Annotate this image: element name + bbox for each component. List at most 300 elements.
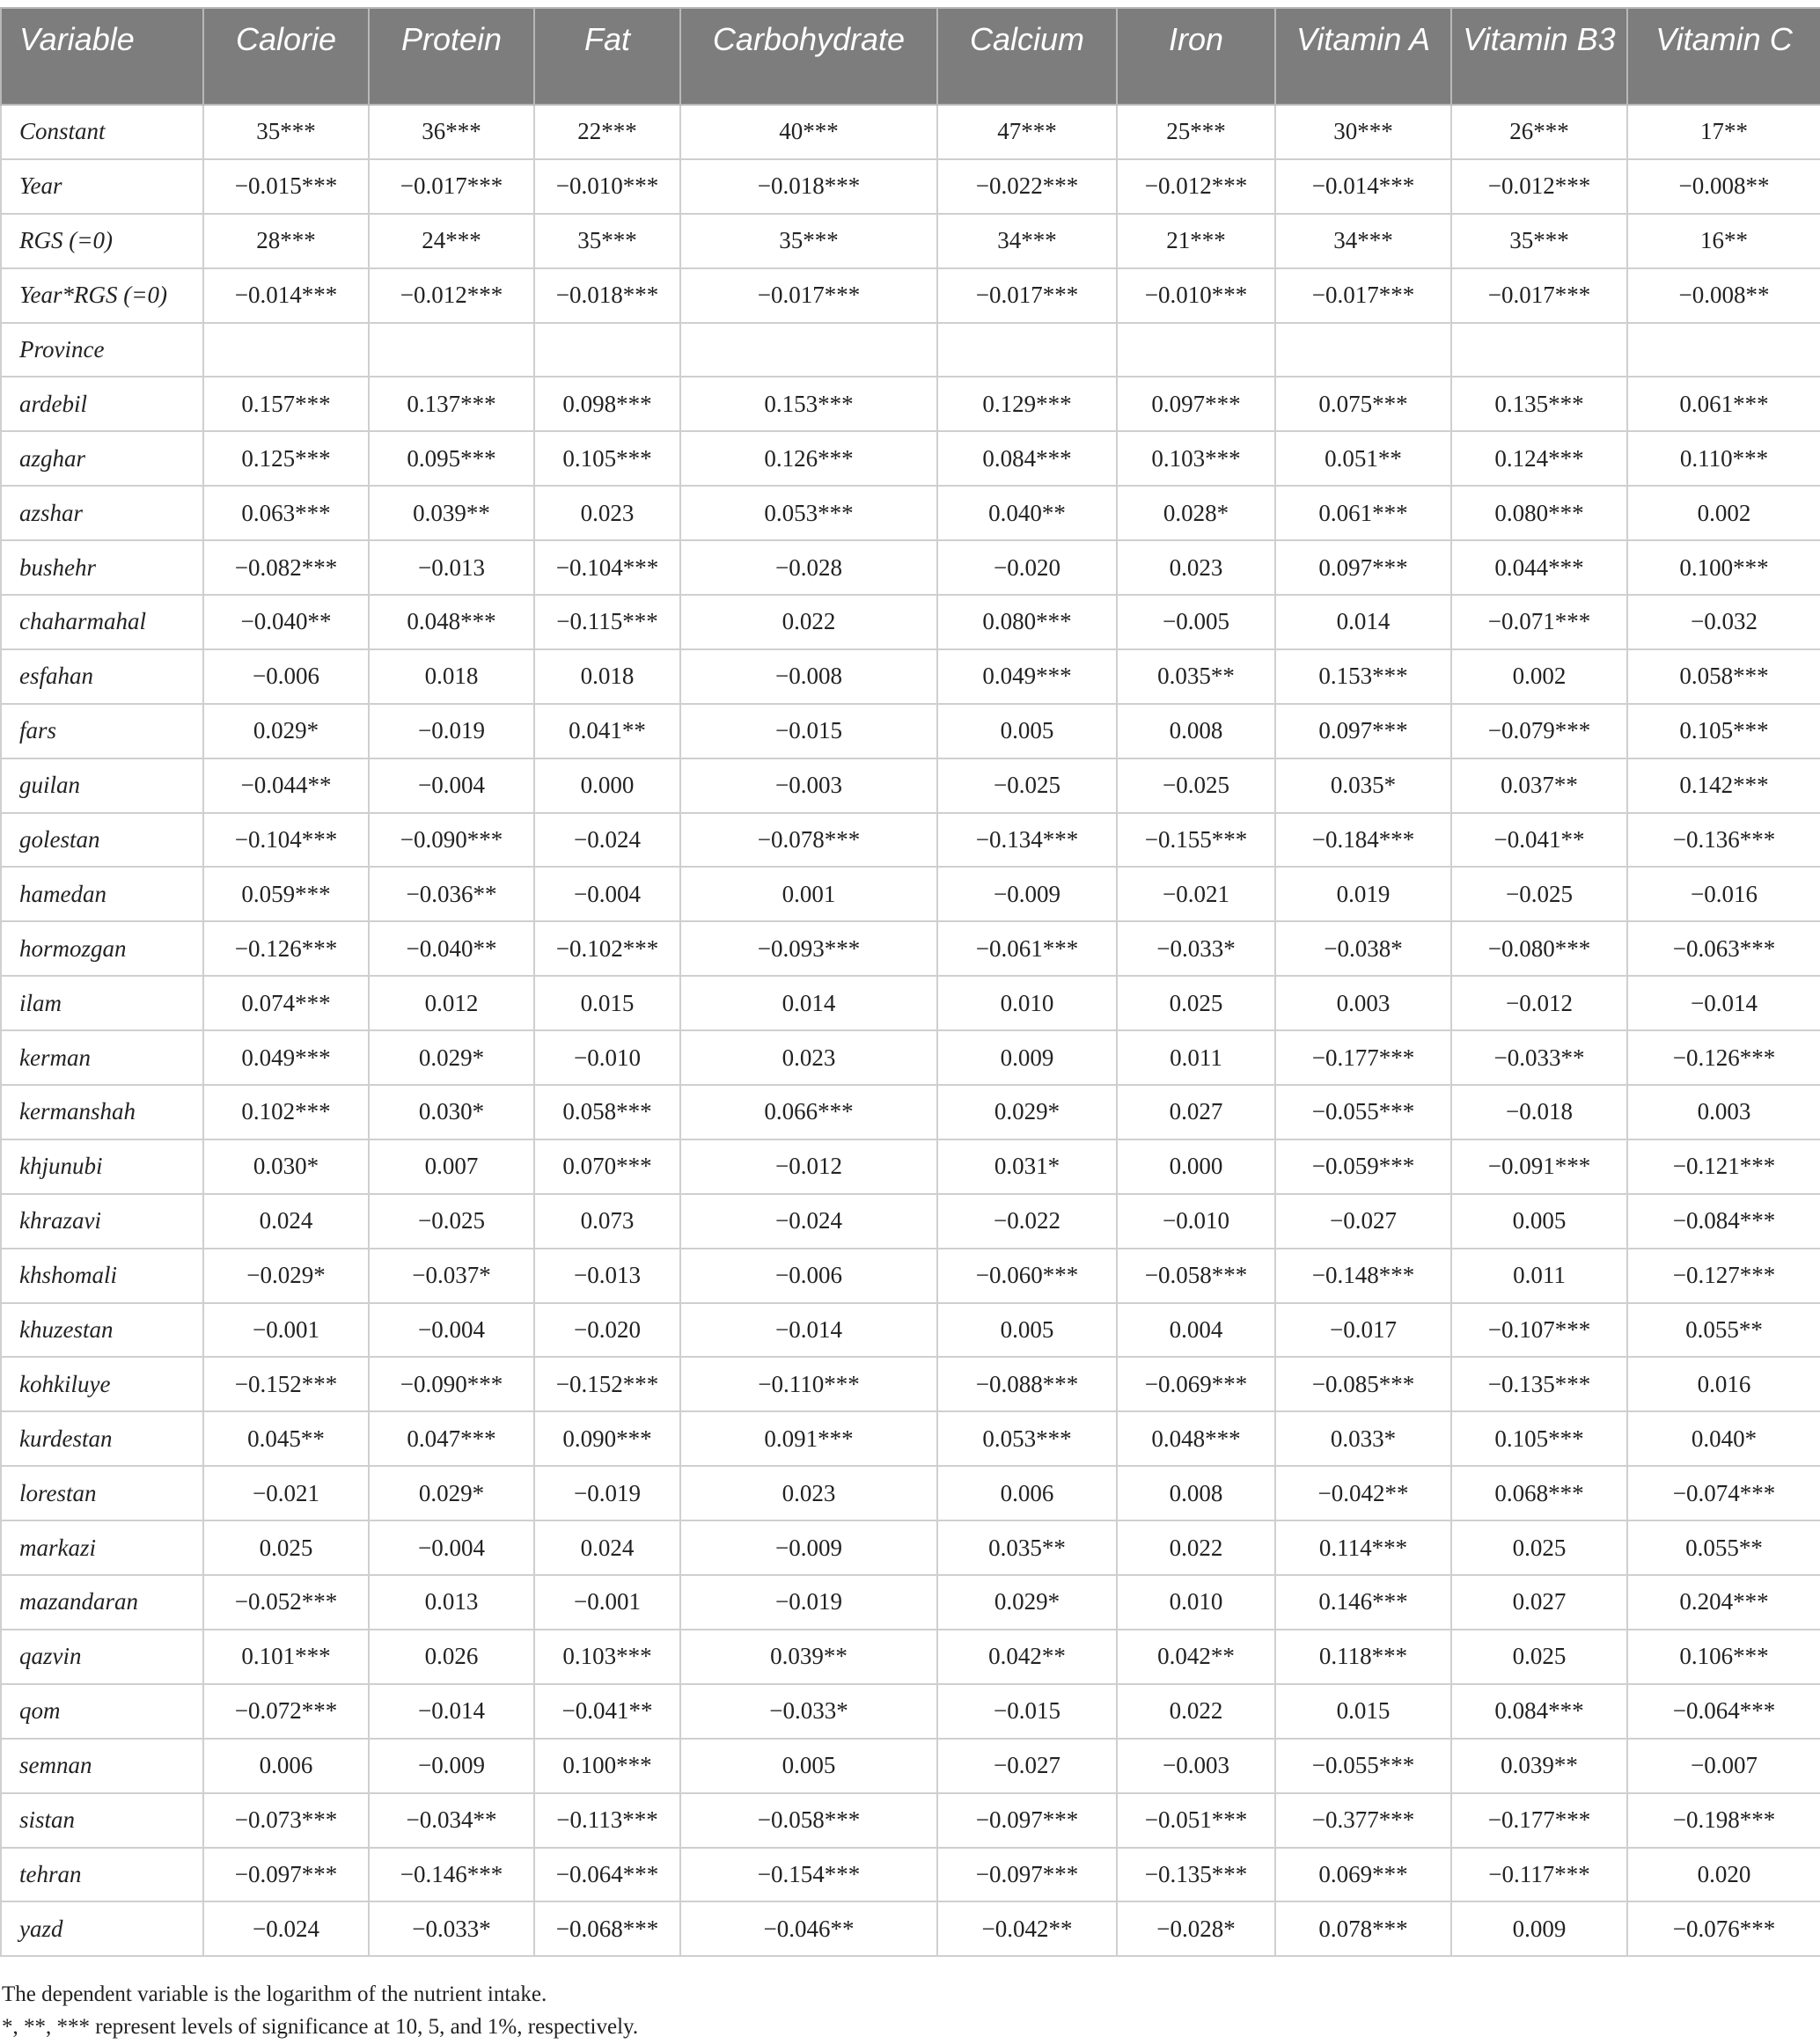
- table-cell: 30***: [1275, 105, 1451, 159]
- table-row: [1, 1411, 1820, 1466]
- table-cell: −0.003: [680, 758, 937, 813]
- table-cell: −0.015: [680, 704, 937, 758]
- table-row: [1, 758, 1820, 813]
- table-cell: −0.034**: [369, 1793, 534, 1848]
- table-cell: 0.016: [1627, 1357, 1820, 1411]
- row-label: azshar: [1, 486, 203, 540]
- table-cell: −0.009: [369, 1739, 534, 1793]
- table-cell: −0.019: [369, 704, 534, 758]
- table-cell: 28***: [203, 214, 369, 268]
- table-cell: 0.125***: [203, 431, 369, 486]
- column-header-vitamin-a: Vitamin A: [1275, 8, 1451, 105]
- table-cell: −0.155***: [1117, 813, 1275, 868]
- table-cell: 0.019: [1275, 867, 1451, 921]
- table-cell: 0.022: [1117, 1684, 1275, 1739]
- table-cell: −0.177***: [1451, 1793, 1627, 1848]
- column-header-fat: Fat: [534, 8, 680, 105]
- table-cell: 0.025: [1117, 976, 1275, 1030]
- table-cell: 0.084***: [937, 431, 1117, 486]
- table-cell: 34***: [937, 214, 1117, 268]
- table-cell: −0.058***: [1117, 1249, 1275, 1303]
- table-cell: −0.102***: [534, 921, 680, 976]
- table-cell: 0.027: [1117, 1085, 1275, 1139]
- table-cell: −0.033*: [680, 1684, 937, 1739]
- table-cell: 0.023: [680, 1466, 937, 1520]
- regression-table: [0, 7, 1820, 1957]
- column-header-variable: Variable: [1, 8, 203, 105]
- table-cell: 26***: [1451, 105, 1627, 159]
- table-cell: −0.080***: [1451, 921, 1627, 976]
- table-cell: 0.012: [369, 976, 534, 1030]
- table-cell: 0.110***: [1627, 431, 1820, 486]
- table-cell: 0.058***: [534, 1085, 680, 1139]
- table-cell: 0.114***: [1275, 1520, 1451, 1575]
- table-row: [1, 540, 1820, 595]
- table-cell: −0.016: [1627, 867, 1820, 921]
- table-cell: 21***: [1117, 214, 1275, 268]
- table-cell: 0.153***: [680, 377, 937, 431]
- table-cell: 0.066***: [680, 1085, 937, 1139]
- table-cell: 25***: [1117, 105, 1275, 159]
- table-cell: 0.000: [1117, 1139, 1275, 1194]
- table-cell: 0.049***: [937, 649, 1117, 704]
- table-cell: −0.025: [369, 1194, 534, 1249]
- table-cell: 0.204***: [1627, 1575, 1820, 1630]
- table-cell: 0.025: [203, 1520, 369, 1575]
- table-cell: −0.010: [534, 1030, 680, 1085]
- table-cell: −0.017***: [937, 268, 1117, 323]
- table-cell: 0.153***: [1275, 649, 1451, 704]
- table-cell: −0.198***: [1627, 1793, 1820, 1848]
- table-cell: −0.014***: [203, 268, 369, 323]
- table-cell: 0.028*: [1117, 486, 1275, 540]
- table-cell: 0.100***: [534, 1739, 680, 1793]
- row-label: markazi: [1, 1520, 203, 1575]
- table-cell: −0.040**: [369, 921, 534, 976]
- table-cell: −0.104***: [203, 813, 369, 868]
- table-cell: [1275, 323, 1451, 377]
- table-cell: −0.085***: [1275, 1357, 1451, 1411]
- table-cell: 0.103***: [534, 1630, 680, 1684]
- table-row: [1, 595, 1820, 649]
- table-cell: 16**: [1627, 214, 1820, 268]
- table-cell: 0.018: [369, 649, 534, 704]
- row-label: guilan: [1, 758, 203, 813]
- table-cell: −0.022***: [937, 159, 1117, 214]
- table-cell: 0.024: [534, 1520, 680, 1575]
- table-cell: −0.104***: [534, 540, 680, 595]
- column-header-carbohydrate: Carbohydrate: [680, 8, 937, 105]
- table-row: [1, 486, 1820, 540]
- row-label: semnan: [1, 1739, 203, 1793]
- row-label: Province: [1, 323, 203, 377]
- table-cell: 0.070***: [534, 1139, 680, 1194]
- table-cell: −0.027: [937, 1739, 1117, 1793]
- table-cell: 0.039**: [369, 486, 534, 540]
- table-cell: 0.008: [1117, 704, 1275, 758]
- table-cell: 0.075***: [1275, 377, 1451, 431]
- table-row: [1, 1630, 1820, 1684]
- table-cell: 0.029*: [937, 1575, 1117, 1630]
- table-cell: −0.090***: [369, 1357, 534, 1411]
- table-cell: −0.012***: [369, 268, 534, 323]
- table-cell: 0.005: [680, 1739, 937, 1793]
- table-cell: 0.068***: [1451, 1466, 1627, 1520]
- row-label: hamedan: [1, 867, 203, 921]
- table-cell: −0.018***: [534, 268, 680, 323]
- table-cell: 0.047***: [369, 1411, 534, 1466]
- table-cell: 0.008: [1117, 1466, 1275, 1520]
- table-cell: 0.025: [1451, 1520, 1627, 1575]
- table-body: [1, 105, 1820, 1956]
- table-cell: 0.105***: [534, 431, 680, 486]
- table-row: [1, 159, 1820, 214]
- table-cell: −0.014: [369, 1684, 534, 1739]
- table-cell: −0.020: [937, 540, 1117, 595]
- table-cell: 0.006: [937, 1466, 1117, 1520]
- table-cell: −0.028: [680, 540, 937, 595]
- table-cell: 0.040**: [937, 486, 1117, 540]
- table-cell: 0.005: [937, 1303, 1117, 1358]
- table-cell: −0.033**: [1451, 1030, 1627, 1085]
- table-cell: 0.005: [937, 704, 1117, 758]
- table-cell: −0.041**: [534, 1684, 680, 1739]
- table-cell: −0.184***: [1275, 813, 1451, 868]
- table-cell: 0.105***: [1451, 1411, 1627, 1466]
- table-cell: −0.064***: [1627, 1684, 1820, 1739]
- table-cell: −0.008**: [1627, 268, 1820, 323]
- row-label: esfahan: [1, 649, 203, 704]
- table-row: [1, 1357, 1820, 1411]
- table-cell: −0.064***: [534, 1848, 680, 1902]
- table-cell: 0.009: [937, 1030, 1117, 1085]
- table-cell: −0.148***: [1275, 1249, 1451, 1303]
- row-label: Year: [1, 159, 203, 214]
- table-cell: 0.055**: [1627, 1520, 1820, 1575]
- table-cell: 0.124***: [1451, 431, 1627, 486]
- table-cell: 0.013: [369, 1575, 534, 1630]
- table-cell: 0.126***: [680, 431, 937, 486]
- table-cell: 0.097***: [1275, 704, 1451, 758]
- table-cell: 0.029*: [369, 1466, 534, 1520]
- table-cell: −0.036**: [369, 867, 534, 921]
- row-label: khrazavi: [1, 1194, 203, 1249]
- table-cell: −0.076***: [1627, 1901, 1820, 1956]
- table-cell: −0.097***: [937, 1848, 1117, 1902]
- table-cell: −0.088***: [937, 1357, 1117, 1411]
- table-cell: −0.134***: [937, 813, 1117, 868]
- table-cell: 0.014: [1275, 595, 1451, 649]
- row-label: khuzestan: [1, 1303, 203, 1358]
- table-cell: 0.014: [680, 976, 937, 1030]
- table-row: [1, 1085, 1820, 1139]
- table-cell: −0.010: [1117, 1194, 1275, 1249]
- table-cell: 0.073: [534, 1194, 680, 1249]
- table-cell: −0.042**: [937, 1901, 1117, 1956]
- table-row: [1, 1793, 1820, 1848]
- table-cell: −0.013: [534, 1249, 680, 1303]
- table-cell: [1117, 323, 1275, 377]
- row-label: kermanshah: [1, 1085, 203, 1139]
- row-label: fars: [1, 704, 203, 758]
- table-cell: 0.069***: [1275, 1848, 1451, 1902]
- table-cell: [680, 323, 937, 377]
- table-cell: −0.015***: [203, 159, 369, 214]
- table-cell: 0.100***: [1627, 540, 1820, 595]
- table-cell: 0.031*: [937, 1139, 1117, 1194]
- table-cell: −0.015: [937, 1684, 1117, 1739]
- row-label: kerman: [1, 1030, 203, 1085]
- table-cell: −0.135***: [1451, 1357, 1627, 1411]
- table-cell: −0.044**: [203, 758, 369, 813]
- table-cell: −0.025: [1117, 758, 1275, 813]
- table-cell: 0.000: [534, 758, 680, 813]
- table-cell: 0.061***: [1627, 377, 1820, 431]
- table-cell: −0.001: [534, 1575, 680, 1630]
- table-cell: −0.038*: [1275, 921, 1451, 976]
- table-cell: 0.029*: [203, 704, 369, 758]
- table-cell: 0.006: [203, 1739, 369, 1793]
- footnote-significance: *, **, *** represent levels of significance at 10, 5, and 1%, respectively.: [2, 2015, 639, 2039]
- table-cell: 0.039**: [1451, 1739, 1627, 1793]
- table-row: [1, 1303, 1820, 1358]
- row-label: Constant: [1, 105, 203, 159]
- row-label: bushehr: [1, 540, 203, 595]
- table-cell: −0.029*: [203, 1249, 369, 1303]
- table-cell: −0.135***: [1117, 1848, 1275, 1902]
- table-cell: 0.080***: [937, 595, 1117, 649]
- table-cell: 0.048***: [369, 595, 534, 649]
- table-row: [1, 214, 1820, 268]
- table-cell: −0.051***: [1117, 1793, 1275, 1848]
- table-cell: 0.137***: [369, 377, 534, 431]
- table-cell: 0.146***: [1275, 1575, 1451, 1630]
- table-cell: −0.052***: [203, 1575, 369, 1630]
- table-row: [1, 1684, 1820, 1739]
- table-cell: 0.040*: [1627, 1411, 1820, 1466]
- table-cell: −0.006: [680, 1249, 937, 1303]
- row-label: kohkiluye: [1, 1357, 203, 1411]
- table-row: [1, 1739, 1820, 1793]
- table-cell: −0.097***: [937, 1793, 1117, 1848]
- table-cell: −0.110***: [680, 1357, 937, 1411]
- table-cell: 0.022: [680, 595, 937, 649]
- table-cell: 0.003: [1627, 1085, 1820, 1139]
- table-cell: 0.090***: [534, 1411, 680, 1466]
- table-cell: 0.015: [534, 976, 680, 1030]
- column-header-vitamin-c: Vitamin C: [1627, 8, 1820, 105]
- table-cell: −0.017***: [1451, 268, 1627, 323]
- table-cell: −0.074***: [1627, 1466, 1820, 1520]
- table-cell: −0.012***: [1451, 159, 1627, 214]
- table-row: [1, 1520, 1820, 1575]
- table-cell: −0.004: [534, 867, 680, 921]
- table-cell: −0.113***: [534, 1793, 680, 1848]
- table-cell: −0.136***: [1627, 813, 1820, 868]
- table-cell: 0.035**: [937, 1520, 1117, 1575]
- table-cell: 0.101***: [203, 1630, 369, 1684]
- table-cell: −0.008: [680, 649, 937, 704]
- table-cell: 0.030*: [369, 1085, 534, 1139]
- table-cell: 0.035**: [1117, 649, 1275, 704]
- table-cell: 0.005: [1451, 1194, 1627, 1249]
- table-cell: −0.037*: [369, 1249, 534, 1303]
- table-cell: 0.029*: [937, 1085, 1117, 1139]
- table-cell: −0.009: [680, 1520, 937, 1575]
- table-cell: −0.093***: [680, 921, 937, 976]
- table-cell: −0.097***: [203, 1848, 369, 1902]
- table-cell: −0.004: [369, 1303, 534, 1358]
- table-cell: −0.059***: [1275, 1139, 1451, 1194]
- table-cell: [937, 323, 1117, 377]
- table-cell: −0.033*: [1117, 921, 1275, 976]
- row-label: Year*RGS (=0): [1, 268, 203, 323]
- table-cell: 0.095***: [369, 431, 534, 486]
- table-cell: −0.019: [534, 1466, 680, 1520]
- table-cell: [534, 323, 680, 377]
- table-cell: 0.091***: [680, 1411, 937, 1466]
- table-cell: 0.035*: [1275, 758, 1451, 813]
- table-cell: −0.152***: [203, 1357, 369, 1411]
- table-cell: −0.017: [1275, 1303, 1451, 1358]
- table-cell: −0.003: [1117, 1739, 1275, 1793]
- table-cell: 0.022: [1117, 1520, 1275, 1575]
- table-cell: −0.082***: [203, 540, 369, 595]
- table-cell: −0.068***: [534, 1901, 680, 1956]
- table-cell: 35***: [534, 214, 680, 268]
- table-row: [1, 1575, 1820, 1630]
- table-cell: 17**: [1627, 105, 1820, 159]
- table-cell: −0.028*: [1117, 1901, 1275, 1956]
- table-cell: 0.058***: [1627, 649, 1820, 704]
- table-cell: −0.071***: [1451, 595, 1627, 649]
- table-cell: 0.002: [1627, 486, 1820, 540]
- table-cell: −0.177***: [1275, 1030, 1451, 1085]
- table-cell: 47***: [937, 105, 1117, 159]
- row-label: khshomali: [1, 1249, 203, 1303]
- table-cell: 0.030*: [203, 1139, 369, 1194]
- table-cell: −0.014: [680, 1303, 937, 1358]
- table-cell: −0.078***: [680, 813, 937, 868]
- table-cell: −0.012: [680, 1139, 937, 1194]
- column-header-protein: Protein: [369, 8, 534, 105]
- row-label: ardebil: [1, 377, 203, 431]
- table-cell: −0.055***: [1275, 1739, 1451, 1793]
- table-cell: 0.129***: [937, 377, 1117, 431]
- table-cell: 36***: [369, 105, 534, 159]
- column-header-vitamin-b3: Vitamin B3: [1451, 8, 1627, 105]
- row-label: azghar: [1, 431, 203, 486]
- row-label: ilam: [1, 976, 203, 1030]
- table-cell: −0.069***: [1117, 1357, 1275, 1411]
- table-cell: [1451, 323, 1627, 377]
- table-cell: −0.063***: [1627, 921, 1820, 976]
- table-cell: 0.097***: [1117, 377, 1275, 431]
- table-cell: −0.017***: [680, 268, 937, 323]
- table-cell: −0.042**: [1275, 1466, 1451, 1520]
- row-label: chaharmahal: [1, 595, 203, 649]
- row-label: tehran: [1, 1848, 203, 1902]
- table-cell: 0.044***: [1451, 540, 1627, 595]
- table-cell: 0.024: [203, 1194, 369, 1249]
- table-cell: −0.117***: [1451, 1848, 1627, 1902]
- table-row: [1, 1901, 1820, 1956]
- table-cell: −0.025: [1451, 867, 1627, 921]
- row-label: mazandaran: [1, 1575, 203, 1630]
- column-header-calcium: Calcium: [937, 8, 1117, 105]
- table-cell: 0.033*: [1275, 1411, 1451, 1466]
- table-cell: −0.107***: [1451, 1303, 1627, 1358]
- table-row: [1, 704, 1820, 758]
- table-cell: −0.041**: [1451, 813, 1627, 868]
- table-cell: 0.027: [1451, 1575, 1627, 1630]
- table-cell: −0.010***: [534, 159, 680, 214]
- table-cell: −0.009: [937, 867, 1117, 921]
- table-cell: 0.063***: [203, 486, 369, 540]
- table-cell: 0.011: [1451, 1249, 1627, 1303]
- table-cell: −0.017***: [369, 159, 534, 214]
- table-cell: −0.072***: [203, 1684, 369, 1739]
- table-row: [1, 1194, 1820, 1249]
- table-cell: 0.023: [1117, 540, 1275, 595]
- table-cell: 0.004: [1117, 1303, 1275, 1358]
- table-row: [1, 813, 1820, 868]
- table-cell: 0.053***: [680, 486, 937, 540]
- table-cell: −0.020: [534, 1303, 680, 1358]
- table-row: [1, 431, 1820, 486]
- table-cell: 0.042**: [1117, 1630, 1275, 1684]
- table-cell: 0.026: [369, 1630, 534, 1684]
- table-cell: −0.025: [937, 758, 1117, 813]
- header-row: [1, 8, 1820, 105]
- table-cell: −0.061***: [937, 921, 1117, 976]
- table-cell: −0.006: [203, 649, 369, 704]
- table-cell: 0.041**: [534, 704, 680, 758]
- table-cell: −0.027: [1275, 1194, 1451, 1249]
- table-cell: 0.061***: [1275, 486, 1451, 540]
- table-cell: [1627, 323, 1820, 377]
- table-row: [1, 323, 1820, 377]
- table-cell: 0.105***: [1627, 704, 1820, 758]
- table-cell: −0.121***: [1627, 1139, 1820, 1194]
- table-cell: 0.078***: [1275, 1901, 1451, 1956]
- row-label: sistan: [1, 1793, 203, 1848]
- table-row: [1, 1249, 1820, 1303]
- table-cell: −0.146***: [369, 1848, 534, 1902]
- table-cell: 0.018: [534, 649, 680, 704]
- table-cell: 0.049***: [203, 1030, 369, 1085]
- row-label: hormozgan: [1, 921, 203, 976]
- table-cell: 0.029*: [369, 1030, 534, 1085]
- table-cell: 0.002: [1451, 649, 1627, 704]
- table-cell: 0.106***: [1627, 1630, 1820, 1684]
- table-cell: −0.090***: [369, 813, 534, 868]
- table-cell: [369, 323, 534, 377]
- table-row: [1, 867, 1820, 921]
- table-cell: 0.045**: [203, 1411, 369, 1466]
- table-cell: −0.019: [680, 1575, 937, 1630]
- table-cell: −0.079***: [1451, 704, 1627, 758]
- table-cell: 22***: [534, 105, 680, 159]
- table-cell: −0.154***: [680, 1848, 937, 1902]
- table-cell: 0.023: [680, 1030, 937, 1085]
- table-cell: −0.012: [1451, 976, 1627, 1030]
- table-cell: 0.118***: [1275, 1630, 1451, 1684]
- table-row: [1, 105, 1820, 159]
- table-cell: −0.073***: [203, 1793, 369, 1848]
- table-cell: −0.060***: [937, 1249, 1117, 1303]
- table-cell: 0.010: [1117, 1575, 1275, 1630]
